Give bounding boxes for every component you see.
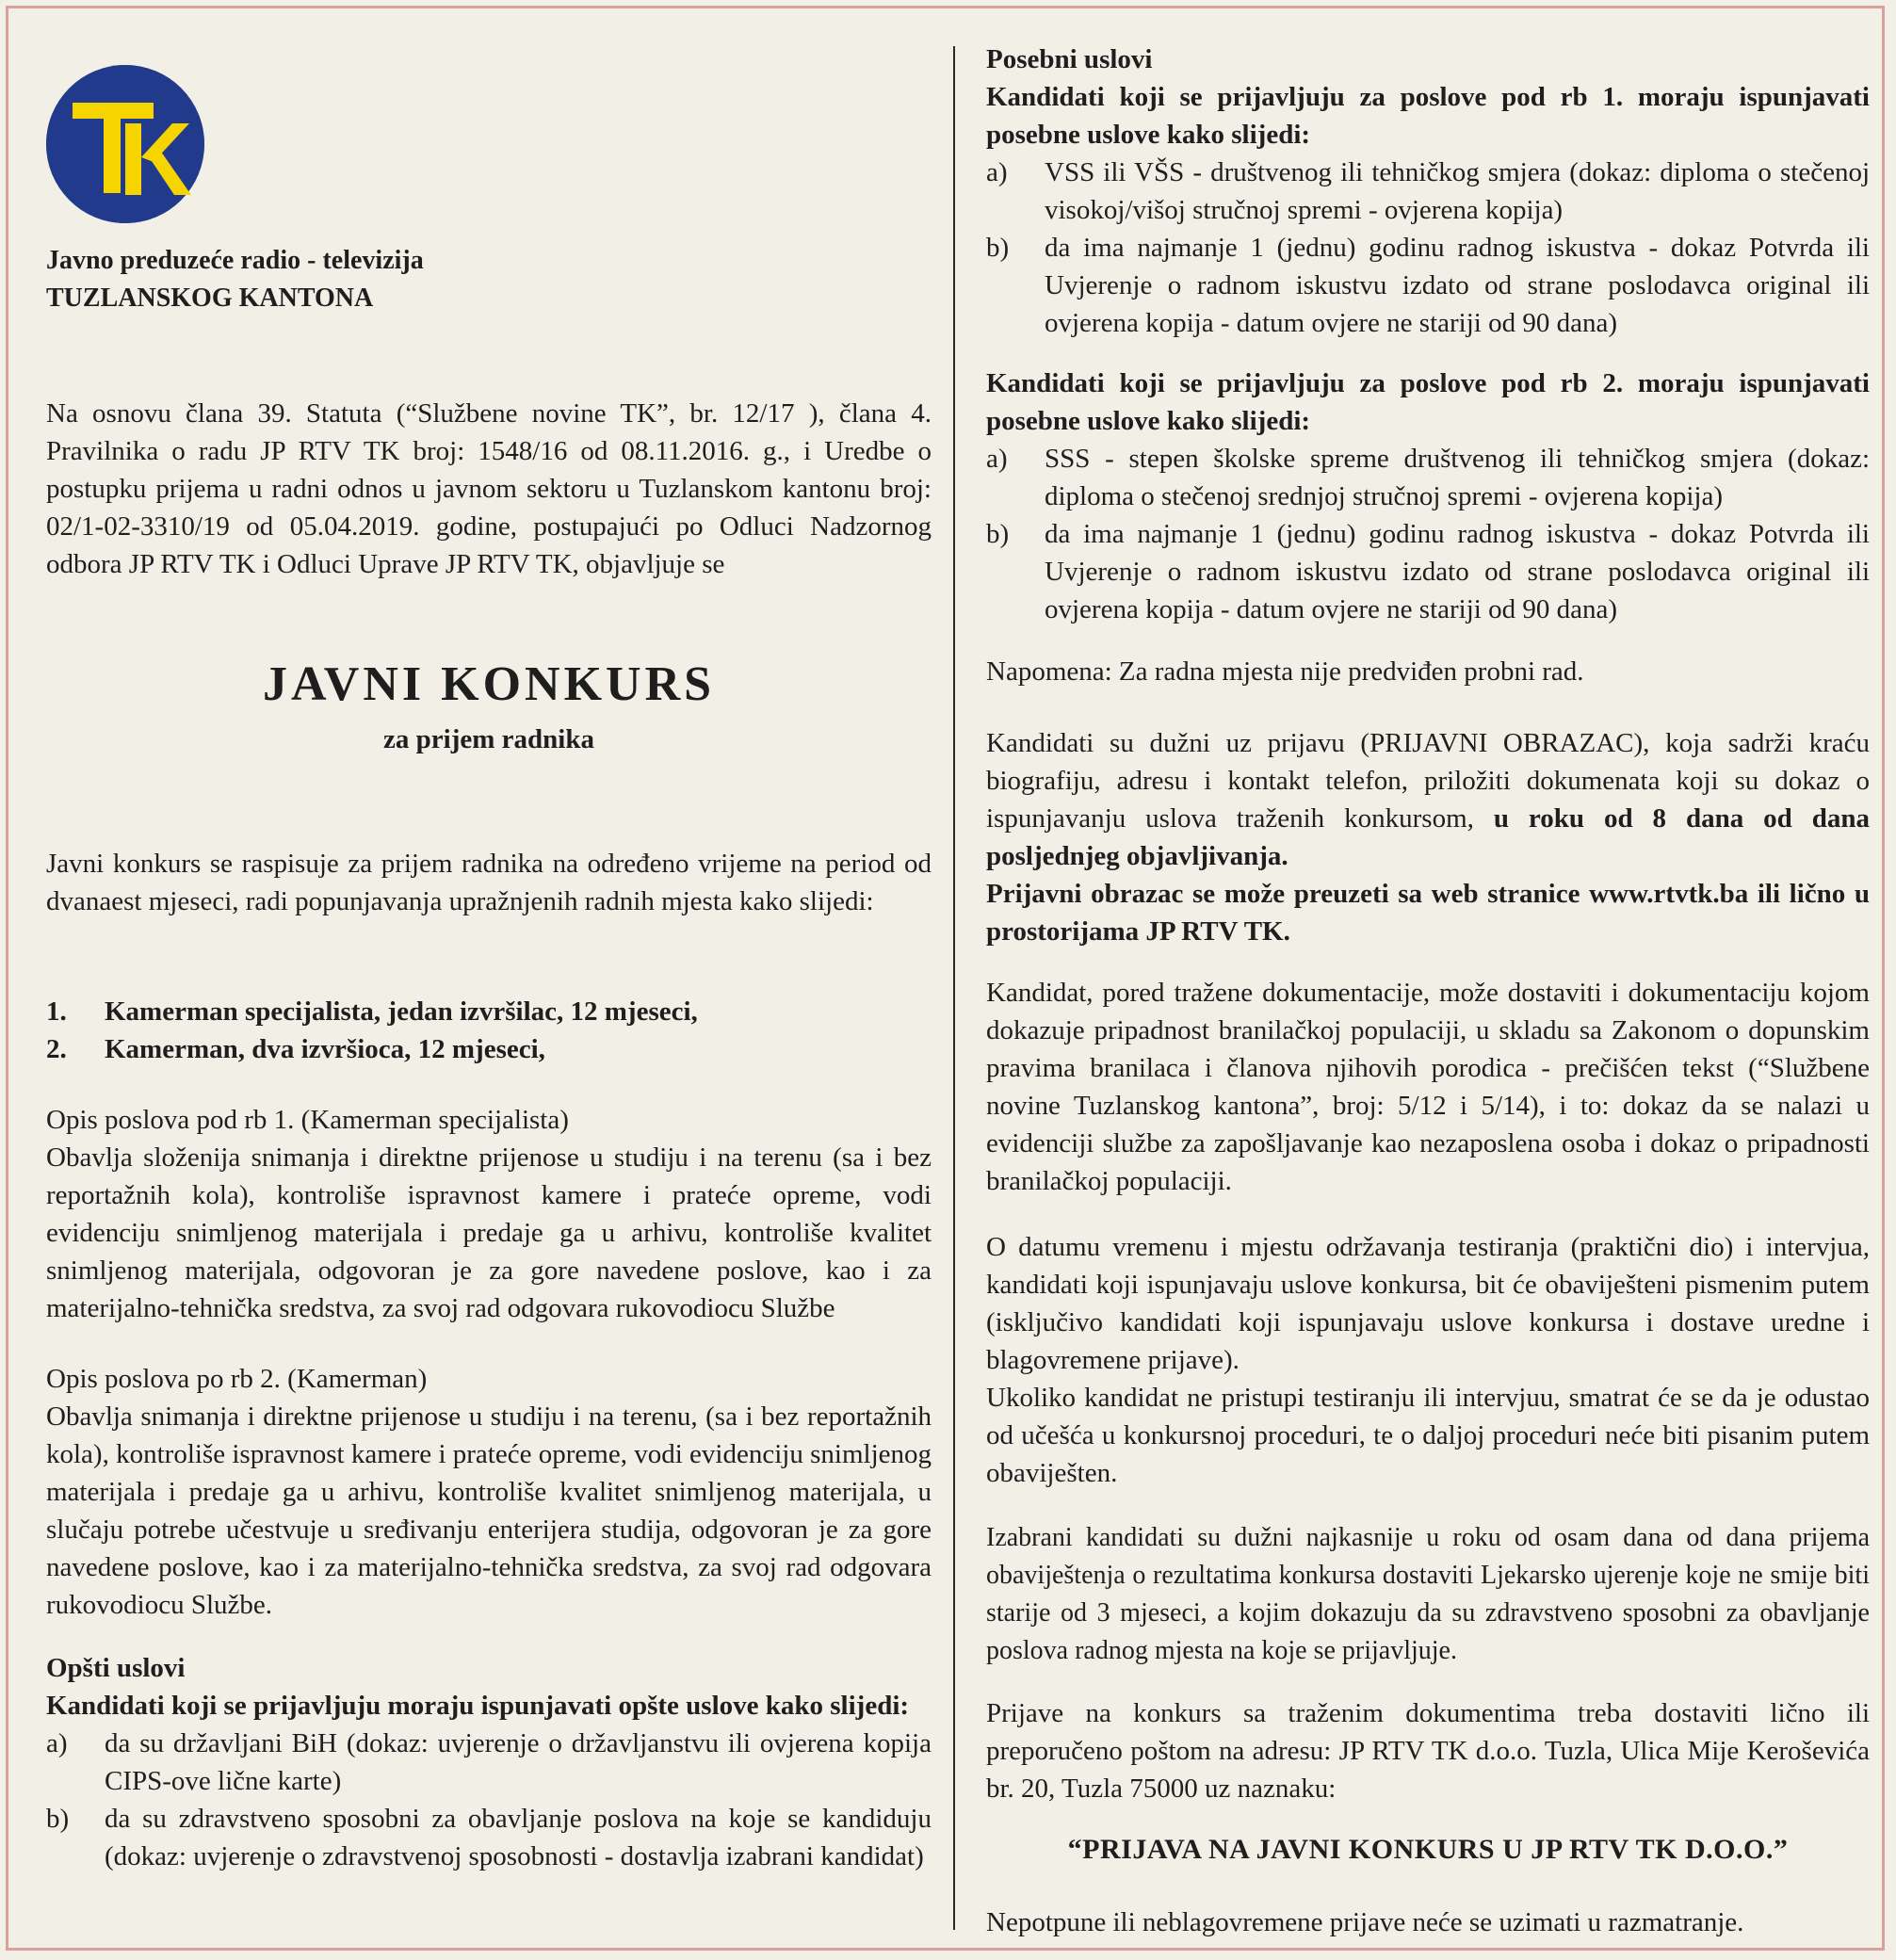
positions-list: [46, 993, 932, 1068]
medical-paragraph: Izabrani kandidati su dužni najkasnije u roku od osam dana od dana prijema obaviještenja o rezultatima konkursa dostaviti Ljekarsko ujerenje koje ne smije biti starije od 3 mjeseci, a kojim dokazuju da su zdravstveno sposobni za obavljanje poslova radnog mjesta na koje se prijavljuje.: [986, 1523, 1870, 1665]
condition-item: [46, 1725, 932, 1800]
list-marker: 1.: [46, 996, 67, 1027]
list-marker: b): [986, 519, 1010, 549]
list-item-text: da ima najmanje 1 (jednu) godinu radnog iskustva - dokaz Potvrda ili Uvjerenje o radnom iskustvu izdato od strane poslodavca original ili ovjerena kopija - datum ovjere ne stariji od 90 dana): [1045, 519, 1870, 624]
page-title: JAVNI KONKURS: [262, 657, 716, 711]
special-group2-intro: Kandidati koji se prijavljuju za poslove pod rb 2. moraju ispunjavati posebne uslove kako slijedi:: [986, 368, 1870, 436]
list-marker: 2.: [46, 1034, 67, 1064]
column-divider: [953, 46, 955, 1930]
withdrawal-paragraph: Ukoliko kandidat ne pristupi testiranju ili intervjuu, smatrat će se da je odustao od učešća u konkursnoj proceduri, te o daljoj proceduri neće biti pisanim putem obaviješten.: [986, 1383, 1870, 1488]
application-text: Kandidati su dužni uz prijavu (PRIJAVNI OBRAZAC), koja sadrži kraću biografiju, adresu i kontakt telefon, priložiti dokumenata koji su dokaz o ispunjavanju uslova traženih konkursom,: [986, 728, 1870, 834]
purpose-paragraph: Javni konkurs se raspisuje za prijem radnika na određeno vrijeme na period od dvanaest mjeseci, radi popunjavanja upražnjenih radnih mjesta kako slijedi:: [46, 849, 932, 916]
general-conditions-heading: Opšti uslovi: [46, 1653, 186, 1683]
job2-heading: Opis poslova po rb 2. (Kamerman): [46, 1364, 428, 1394]
notice-frame: [6, 6, 1885, 1951]
general-conditions-intro: Kandidati koji se prijavljuju moraju ispunjavati opšte uslove kako slijedi:: [46, 1691, 910, 1721]
note-paragraph: Napomena: Za radna mjesta nije predviđen probni rad.: [986, 656, 1584, 687]
list-item-text: da su državljani BiH (dokaz: uvjerenje o državljanstvu ili ovjerena kopija CIPS-ove lične karte): [105, 1728, 932, 1796]
list-marker: b): [986, 233, 1010, 263]
application-paragraph: [986, 724, 1870, 875]
testing-paragraph: O datumu vremenu i mjestu održavanja testiranja (praktični dio) i intervjua, kandidati koji ispunjavaju uslove konkursa, bit će obaviješteni pismenim putem (isključivo kandidati koji ispunjavaju uslove konkursa i dostave uredne i blagovremene prijave).: [986, 1232, 1870, 1375]
list-item-text: da su zdravstveno sposobni za obavljanje poslova na koje se kandiduju (dokaz: uvjerenje o zdravstvenoj sposobnosti - dostavlja izabrani kandidat): [105, 1804, 932, 1871]
condition-item: [986, 440, 1870, 515]
tk-logo: [46, 65, 204, 223]
list-item-text: Kamerman, dva izvršioca, 12 mjeseci,: [105, 1034, 545, 1064]
position-item: [46, 1030, 932, 1068]
list-item-text: VSS ili VŠS - društvenog ili tehničkog smjera (dokaz: diploma o stečenoj visokoj/višoj stručnoj spremi - ovjerena kopija): [1045, 157, 1870, 225]
special-conditions-heading: Posebni uslovi: [986, 44, 1153, 74]
org-name-line2: TUZLANSKOG KANTONA: [46, 283, 374, 313]
list-marker: b): [46, 1804, 70, 1834]
tk-logo-icon: [46, 65, 204, 223]
special-group2-list: [986, 440, 1870, 628]
general-conditions-list: [46, 1725, 932, 1875]
list-marker: a): [46, 1728, 68, 1758]
condition-item: [986, 154, 1870, 229]
list-marker: a): [986, 157, 1008, 187]
job1-heading: Opis poslova pod rb 1. (Kamerman specijalista): [46, 1105, 569, 1135]
list-marker: a): [986, 444, 1008, 474]
page-subtitle: za prijem radnika: [383, 724, 594, 754]
closing-paragraph: Nepotpune ili neblagovremene prijave neće se uzimati u razmatranje.: [986, 1907, 1744, 1937]
veterans-paragraph: Kandidat, pored tražene dokumentacije, može dostaviti i dokumentaciju kojom dokazuje pripadnost branilačkoj populaciji, u skladu sa Zakonom o dopunskim pravima branilaca i članova njihovih porodica - prečišćen tekst (“Službene novine Tuzlanskog kantona”, broj: 5/12 i 5/14), i to: dokaz da se nalazi u evidenciji službe za zapošljavanje kao nezaposlena osoba i dokaz o pripadnosti branilačkoj populaciji.: [986, 978, 1870, 1196]
job1-description: Obavlja složenija snimanja i direktne prijenose u studiju i na terenu (sa i bez reportažnih kola), kontroliše ispravnost kamere i prateće opreme, vodi evidenciju snimljenog materijala i predaje ga u arhivu, kontroliše kvalitet snimljenog materijala, odgovoran je za gore navedene poslove, kao i za materijalno-tehnička sredstva, za svoj rad odgovara rukovodiocu Službe: [46, 1142, 932, 1323]
application-deadline: u roku od 8 dana od dana posljednjeg objavljivanja.: [986, 803, 1871, 871]
list-item-text: da ima najmanje 1 (jednu) godinu radnog iskustva - dokaz Potvrda ili Uvjerenje o radnom iskustvu izdato od strane poslodavca original ili ovjerena kopija - datum ovjere ne stariji od 90 dana): [1045, 233, 1870, 338]
intro-paragraph: Na osnovu člana 39. Statuta (“Službene novine TK”, br. 12/17 ), člana 4. Pravilnika o radu JP RTV TK broj: 1548/16 od 08.11.2016. g., i Uredbe o postupku prijema u radni odnos u javnom sektoru u Tuzlanskom kantonu broj: 02/1-02-3310/19 od 05.04.2019. godine, postupajući po Odluci Nadzornog odbora JP RTV TK i Odluci Uprave JP RTV TK, objavljuje se: [46, 398, 932, 579]
submission-paragraph: Prijave na konkurs sa traženim dokumentima treba dostaviti lično ili preporučeno poštom na adresu: JP RTV TK d.o.o. Tuzla, Ulica Mije Keroševića br. 20, Tuzla 75000 uz naznaku:: [986, 1698, 1870, 1804]
list-item-text: SSS - stepen školske spreme društvenog ili tehničkog smjera (dokaz: diploma o stečenoj srednjoj stručnoj spremi - ovjerena kopija): [1045, 444, 1870, 511]
condition-item: [986, 229, 1870, 342]
condition-item: [46, 1800, 932, 1875]
condition-item: [986, 515, 1870, 628]
list-item-text: Kamerman specijalista, jedan izvršilac, 12 mjeseci,: [105, 996, 698, 1027]
application-form-info: Prijavni obrazac se može preuzeti sa web stranice www.rtvtk.ba ili lično u prostorijama JP RTV TK.: [986, 879, 1870, 947]
org-name-line1: Javno preduzeće radio - televizija: [46, 246, 424, 275]
special-group1-list: [986, 154, 1870, 342]
envelope-label: “PRIJAVA NA JAVNI KONKURS U JP RTV TK D.O.O.”: [1067, 1834, 1789, 1865]
special-group1-intro: Kandidati koji se prijavljuju za poslove pod rb 1. moraju ispunjavati posebne uslove kako slijedi:: [986, 82, 1870, 150]
position-item: [46, 993, 932, 1030]
job2-description: Obavlja snimanja i direktne prijenose u studiju i na terenu, (sa i bez reportažnih kola), kontroliše ispravnost kamere i prateće opreme, vodi evidenciju snimljenog materijala i predaje ga u arhivu, kontroliše kvalitet snimljenog materijala, u slučaju potrebe učestvuje u sređivanju enterijera studija, odgovoran je za gore navedene poslove, kao i za materijalno-tehnička sredstva, za svoj rad odgovara rukovodiocu Službe.: [46, 1401, 932, 1620]
